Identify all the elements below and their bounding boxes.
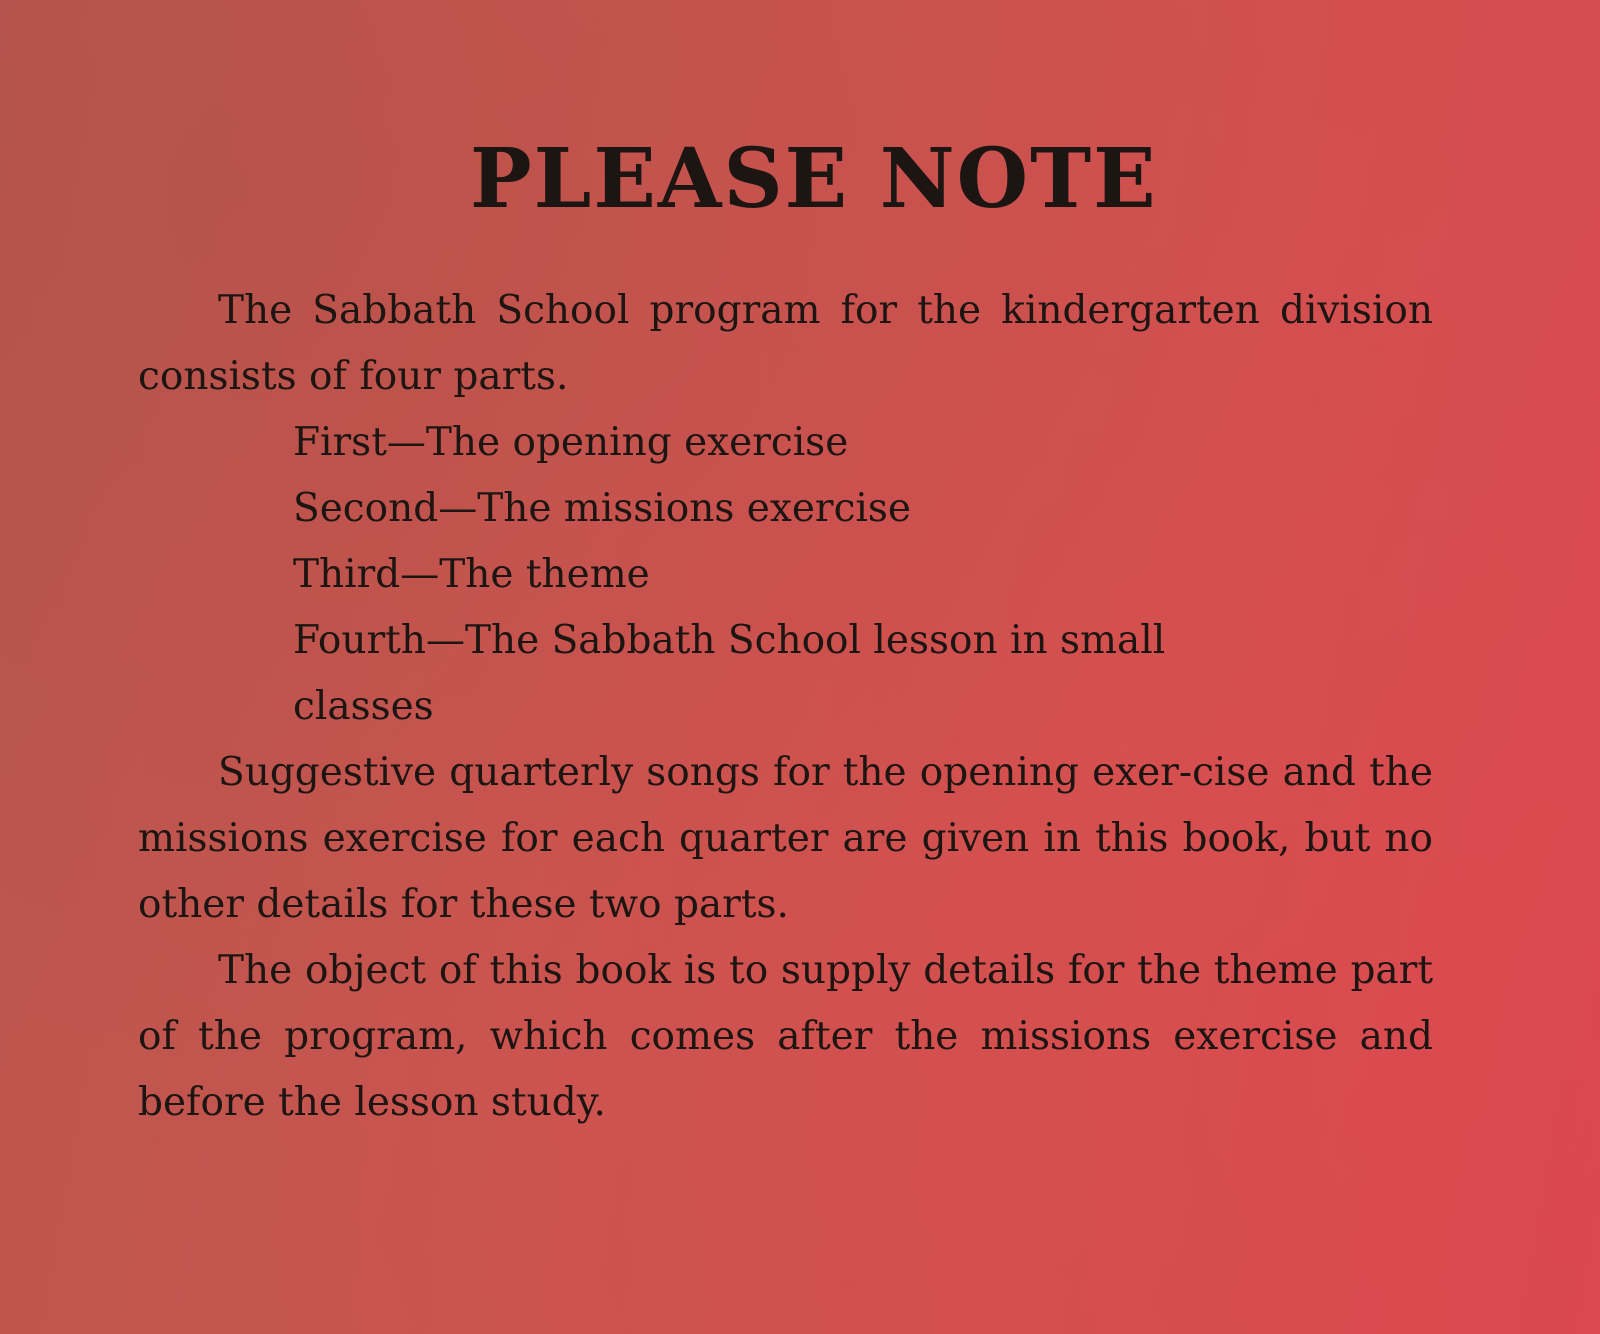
list-item-third	[138, 542, 1433, 608]
list-item-text: Second—The missions exercise	[293, 486, 911, 531]
list-item-text: First—The opening exercise	[293, 420, 849, 465]
list-item-continuation: classes	[293, 684, 434, 729]
list-item-first	[138, 410, 1433, 476]
program-parts-list	[138, 410, 1433, 740]
note-body	[138, 278, 1433, 1136]
list-item-text: Fourth—The Sabbath School lesson in small	[293, 618, 1166, 663]
object-paragraph: The object of this book is to supply details for the theme part of the program, which comes after the missions exercise and before the lesson study.	[138, 948, 1433, 1125]
intro-paragraph: The Sabbath School program for the kindergarten division consists of four parts.	[138, 288, 1433, 399]
list-item-second	[138, 476, 1433, 542]
list-item-text: Third—The theme	[293, 552, 650, 597]
list-item-fourth	[138, 608, 1433, 740]
songs-paragraph: Suggestive quarterly songs for the opening exer-cise and the missions exercise for each quarter are given in this book, but no other details for these two parts.	[138, 750, 1433, 927]
page-title: PLEASE NOTE	[470, 131, 1158, 227]
